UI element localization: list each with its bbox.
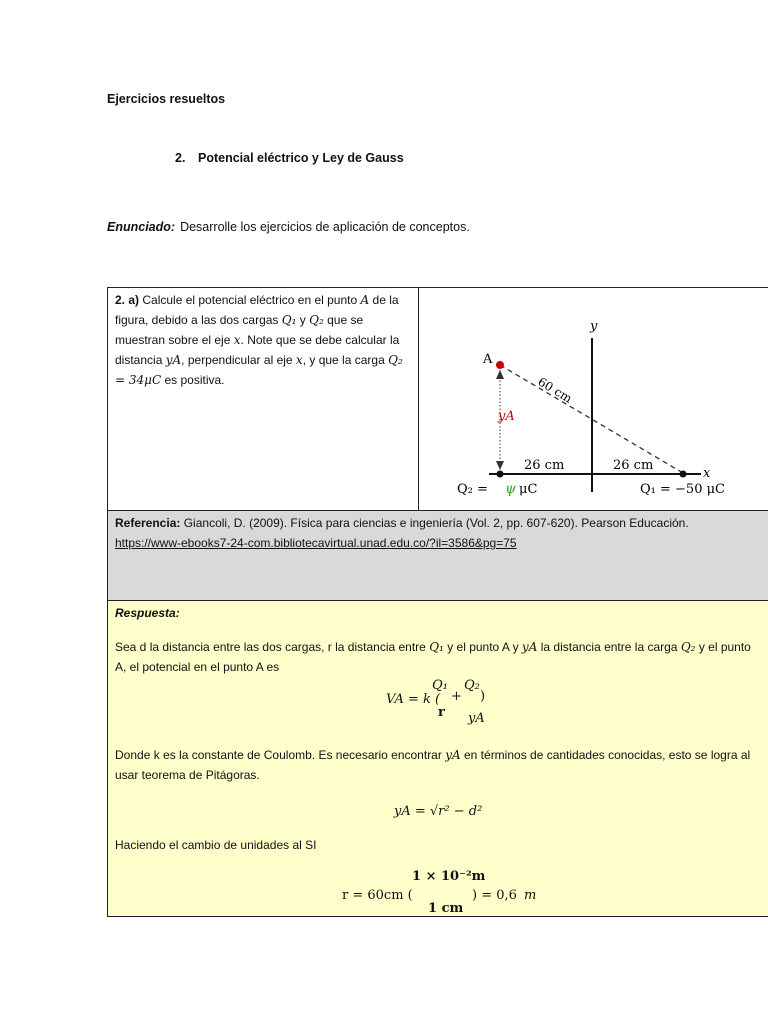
answer-paragraph-2 bbox=[115, 745, 761, 785]
eq3-unit: m bbox=[524, 888, 537, 903]
document-heading: Ejercicios resueltos bbox=[107, 92, 226, 106]
right-distance-label: 26 cm bbox=[613, 458, 654, 473]
question-symbol-q2: Q₂ bbox=[309, 313, 324, 327]
distance-label: 60 cm bbox=[535, 374, 575, 406]
ya-arrow-up bbox=[496, 370, 504, 379]
question-text-1: Calcule el potencial eléctrico en el punto bbox=[142, 293, 358, 307]
q2-marker bbox=[497, 471, 504, 478]
x-axis-label: x bbox=[703, 466, 711, 481]
eq1-lhs: VA = k ( bbox=[386, 692, 441, 707]
question-q2-value: Q₂ = 34μC bbox=[115, 353, 403, 387]
question-number: 2. a) bbox=[115, 293, 140, 307]
answer-p1-text-c: la distancia entre la carga bbox=[540, 640, 678, 654]
section-number: 2. bbox=[175, 151, 186, 165]
q2-unit: μC bbox=[519, 482, 538, 497]
statement-label: Enunciado: bbox=[107, 220, 176, 234]
statement bbox=[107, 220, 470, 234]
answer-p1-text-a: Sea d la distancia entre las dos cargas, r la distancia entre bbox=[115, 640, 426, 654]
eq1-den2: yA bbox=[468, 711, 485, 726]
question-text-6: , y que la carga bbox=[302, 353, 385, 367]
answer-p2-text-b: en términos de cantidades conocidas, esto se logra al usar teorema de Pitágoras. bbox=[115, 748, 751, 782]
question-symbol-ya: yA bbox=[165, 353, 182, 367]
reference-text: Giancoli, D. (2009). Física para ciencias e ingeniería (Vol. 2, pp. 607-620). Pearson Educación. bbox=[183, 516, 689, 530]
reference-cell bbox=[108, 511, 768, 600]
section-title-text: Potencial eléctrico y Ley de Gauss bbox=[198, 151, 404, 165]
answer-cell bbox=[108, 601, 768, 916]
eq3-rhs: ) = 0,6 bbox=[472, 888, 517, 903]
eq1-close: ) bbox=[480, 689, 486, 704]
ya-arrow-down bbox=[496, 461, 504, 470]
table-border-bottom bbox=[107, 916, 768, 917]
answer-paragraph-1 bbox=[115, 637, 761, 677]
answer-p2-ya: yA bbox=[445, 748, 461, 762]
question-text-4: . Note que se debe calcular la distancia bbox=[115, 333, 400, 367]
eq1-den1: r bbox=[438, 705, 445, 720]
reference-link[interactable]: https://www-ebooks7-24-com.bibliotecavirtual.unad.edu.co/?il=3586&pg=75 bbox=[115, 536, 517, 550]
reference-label: Referencia: bbox=[115, 516, 181, 530]
question-text-y: y bbox=[299, 313, 306, 327]
question-text-5: , perpendicular al eje bbox=[181, 353, 293, 367]
answer-p1-text-b: y el punto A y bbox=[447, 640, 519, 654]
q1-label: Q₁ = −50 μC bbox=[640, 482, 725, 497]
ya-label: yA bbox=[498, 409, 515, 424]
question-text-3: que se muestran sobre el eje bbox=[115, 313, 364, 347]
point-a-label: A bbox=[483, 352, 493, 367]
answer-label: Respuesta: bbox=[115, 606, 180, 620]
q1-marker bbox=[680, 471, 687, 478]
q2-label: Q₂ = bbox=[457, 482, 488, 497]
answer-p1-q2: Q₂ bbox=[680, 640, 696, 654]
answer-p1-text-d: y el punto A, el potencial en el punto A es bbox=[115, 640, 751, 674]
question-symbol-q1: Q₁ bbox=[281, 313, 297, 327]
eq1-plus: + bbox=[451, 689, 462, 704]
question-symbol-x: x bbox=[233, 333, 241, 347]
figure-cell bbox=[419, 288, 768, 510]
eq1-num2: Q₂ bbox=[464, 678, 480, 693]
question-symbol-a: A bbox=[360, 293, 370, 307]
eq3-lhs: r = 60cm ( bbox=[342, 888, 413, 903]
answer-p2-text-a: Donde k es la constante de Coulomb. Es necesario encontrar bbox=[115, 748, 442, 762]
charges-figure bbox=[419, 288, 768, 510]
left-distance-label: 26 cm bbox=[524, 458, 565, 473]
eq1-num1: Q₁ bbox=[432, 678, 448, 693]
question-text-7: es positiva. bbox=[164, 373, 225, 387]
answer-paragraph-3: Haciendo el cambio de unidades al SI bbox=[115, 838, 317, 852]
eq3-num: 1 × 10⁻²m bbox=[412, 869, 486, 884]
answer-p1-q1: Q₁ bbox=[429, 640, 444, 654]
question-symbol-x2: x bbox=[295, 353, 303, 367]
question-text-2: de la figura, debido a las dos cargas bbox=[115, 293, 399, 327]
pythagoras-equation: yA = √r² − d² bbox=[394, 804, 483, 819]
eq3-den: 1 cm bbox=[428, 901, 464, 916]
question-cell bbox=[108, 288, 418, 510]
q2-symbol: ψ bbox=[505, 481, 516, 497]
point-a-marker bbox=[496, 361, 504, 369]
statement-text: Desarrolle los ejercicios de aplicación de conceptos. bbox=[180, 220, 470, 234]
y-axis-label: y bbox=[590, 319, 598, 334]
section-title bbox=[175, 151, 404, 165]
answer-p1-ya: yA bbox=[521, 640, 538, 654]
